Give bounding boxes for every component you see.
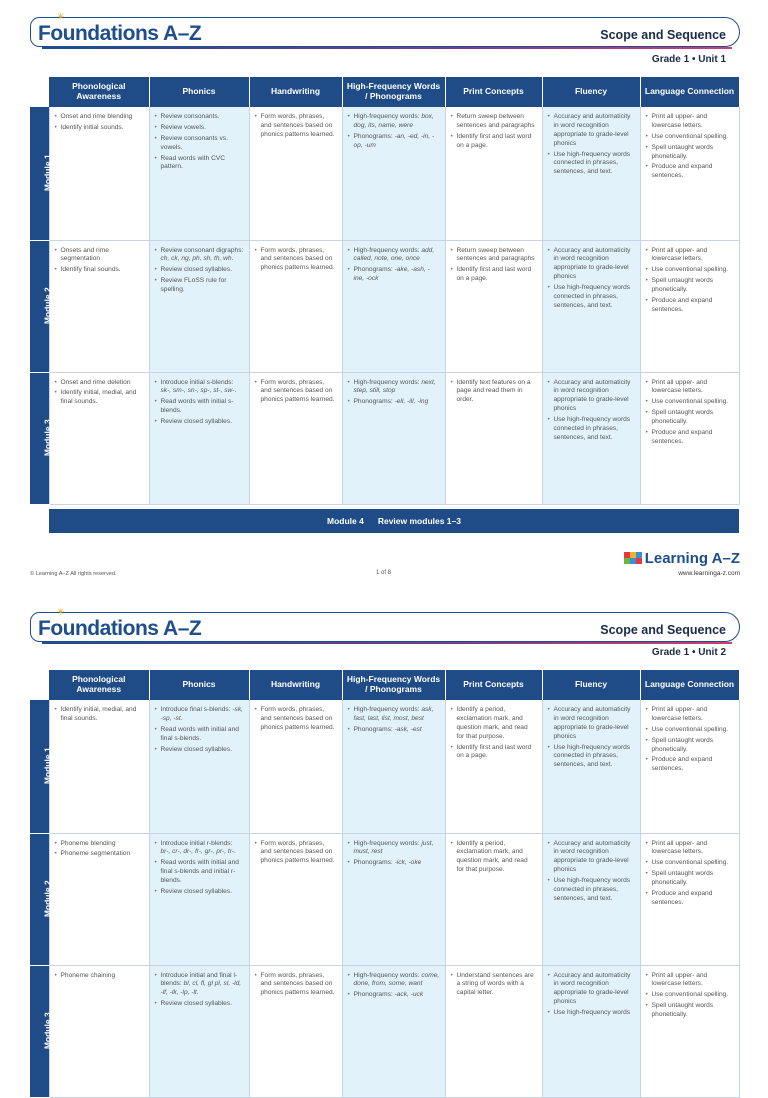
table-cell-fluency	[542, 107, 640, 240]
website-url: www.learninga-z.com	[678, 570, 740, 577]
list-item: • Phonograms: -ack, -uck	[348, 991, 440, 1000]
list-item: • Produce and expand sentences.	[646, 890, 734, 908]
list-item: • Use conventional spelling.	[646, 859, 734, 868]
list-item: • Identify initial sounds.	[55, 124, 144, 133]
list-item: • Review consonant digraphs: ch, ck, ng, ph, sh, th, wh.	[155, 247, 244, 265]
list-item: • Identify initial, medial, and final sounds.	[55, 706, 144, 724]
column-header-high-frequency-words-phonograms: High-Frequency Words / Phonograms	[342, 77, 445, 107]
list-item: • Form words, phrases, and sentences based on phonics patterns learned.	[255, 247, 337, 274]
list-item: • Print all upper- and lowercase letters.	[646, 706, 734, 724]
list-item: • Phonograms: -ick, -oke	[348, 859, 440, 868]
foundations-logo: Foundations A–Z	[38, 22, 202, 45]
module-label-cell	[30, 372, 53, 504]
list-item: • Identify first and last word on a page.	[451, 744, 537, 762]
list-item: • Use conventional spelling.	[646, 991, 734, 1000]
column-header-phonological-awareness: Phonological Awareness	[49, 77, 149, 107]
module-label: Module 1	[42, 747, 53, 785]
table-cell-fluency	[542, 700, 640, 833]
list-item: • Use high-frequency words connected in phrases, sentences, and text.	[548, 151, 635, 178]
list-item: • Identify text features on a page and read them in order.	[451, 379, 537, 406]
module-label-cell	[30, 107, 53, 240]
table-cell-phonics	[149, 240, 249, 372]
scope-sequence-table	[30, 77, 740, 505]
list-item: • Accuracy and automaticity in word recognition appropriate to grade-level phonics	[548, 840, 635, 876]
module-row	[30, 240, 739, 372]
copyright-notice: © Learning A–Z All rights reserved.	[30, 571, 117, 577]
column-header-handwriting: Handwriting	[249, 77, 342, 107]
list-item: • Print all upper- and lowercase letters.	[646, 247, 734, 265]
review-module-text: Review modules 1–3	[377, 516, 461, 526]
table-cell-phonological-awareness	[49, 833, 149, 965]
table-cell-language-connection	[640, 700, 739, 833]
table-cell-print-concepts	[445, 700, 542, 833]
table-cell-print-concepts	[445, 372, 542, 504]
list-item: • Phonograms: -ask, -est	[348, 726, 440, 735]
list-item: • Print all upper- and lowercase letters.	[646, 113, 734, 131]
table-cell-handwriting	[249, 107, 342, 240]
list-item: • Accuracy and automaticity in word recognition appropriate to grade-level phonics	[548, 972, 635, 1008]
list-item: • Review closed syllables.	[155, 418, 244, 427]
list-item: • Use conventional spelling.	[646, 726, 734, 735]
list-item: • Read words with CVC pattern.	[155, 155, 244, 173]
list-item: • Identify a period, exclamation mark, and question mark, and read for that purpose.	[451, 840, 537, 876]
module-label-cell	[30, 833, 53, 965]
table-cell-high-frequency-words-phonograms	[342, 965, 445, 1097]
list-item: • Phoneme blending	[55, 840, 144, 849]
list-item: • High-frequency words: ask, fast, last, list, most, best	[348, 706, 440, 724]
table-cell-high-frequency-words-phonograms	[342, 700, 445, 833]
module-label-cell	[30, 965, 53, 1097]
table-cell-handwriting	[249, 372, 342, 504]
table-cell-high-frequency-words-phonograms	[342, 372, 445, 504]
table-cell-phonics	[149, 107, 249, 240]
module-row	[30, 965, 739, 1097]
module-row	[30, 372, 739, 504]
list-item: • Use high-frequency words	[548, 1009, 635, 1018]
table-cell-fluency	[542, 833, 640, 965]
table-cell-language-connection	[640, 833, 739, 965]
list-item: • Print all upper- and lowercase letters.	[646, 379, 734, 397]
table-cell-language-connection	[640, 107, 739, 240]
list-item: • High-frequency words: add, called, note, one, once	[348, 247, 440, 265]
column-header-print-concepts: Print Concepts	[445, 670, 542, 700]
table-cell-phonics	[149, 700, 249, 833]
learning-az-icon	[624, 552, 642, 564]
list-item: • Identify first and last word on a page.	[451, 266, 537, 284]
scope-sequence-table	[30, 670, 740, 1098]
list-item: • Identify initial, medial, and final sounds.	[55, 389, 144, 407]
column-header-high-frequency-words-phonograms: High-Frequency Words / Phonograms	[342, 670, 445, 700]
review-module-bar	[49, 509, 739, 533]
column-header-phonics: Phonics	[149, 670, 249, 700]
list-item: • Produce and expand sentences.	[646, 163, 734, 181]
table-cell-print-concepts	[445, 965, 542, 1097]
column-header-fluency: Fluency	[542, 670, 640, 700]
table-cell-phonics	[149, 372, 249, 504]
list-item: • Use conventional spelling.	[646, 133, 734, 142]
module-label: Module 2	[42, 880, 53, 918]
table-cell-fluency	[542, 240, 640, 372]
list-item: • Use conventional spelling.	[646, 398, 734, 407]
list-item: • Understand sentences are a string of words with a capital letter.	[451, 972, 537, 999]
list-item: • Spell untaught words phonetically.	[646, 1002, 734, 1020]
list-item: • Phoneme chaining	[55, 972, 144, 981]
list-item: • Identify a period, exclamation mark, and question mark, and read for that purpose.	[451, 706, 537, 742]
table-cell-high-frequency-words-phonograms	[342, 107, 445, 240]
sun-icon: ☀	[56, 12, 65, 23]
foundations-logo: Foundations A–Z	[38, 617, 202, 640]
list-item: • Form words, phrases, and sentences based on phonics patterns learned.	[255, 379, 337, 406]
table-cell-handwriting	[249, 833, 342, 965]
column-header-phonics: Phonics	[149, 77, 249, 107]
list-item: • Review consonants vs. vowels.	[155, 135, 244, 153]
list-item: • Accuracy and automaticity in word recognition appropriate to grade-level phonics	[548, 113, 635, 149]
list-item: • Introduce initial r-blends: br-, cr-, dr-, fr-, gr-, pr-, tr-.	[155, 840, 244, 858]
list-item: • Print all upper- and lowercase letters.	[646, 972, 734, 990]
table-cell-high-frequency-words-phonograms	[342, 833, 445, 965]
table-cell-phonological-awareness	[49, 107, 149, 240]
list-item: • Produce and expand sentences.	[646, 297, 734, 315]
list-item: • Form words, phrases, and sentences based on phonics patterns learned.	[255, 840, 337, 867]
list-item: • Accuracy and automaticity in word recognition appropriate to grade-level phonics	[548, 379, 635, 415]
list-item: • Review closed syllables.	[155, 1000, 244, 1009]
table-cell-phonological-awareness	[49, 965, 149, 1097]
table-cell-phonological-awareness	[49, 372, 149, 504]
module-label: Module 3	[42, 419, 53, 457]
table-cell-phonological-awareness	[49, 240, 149, 372]
list-item: • High-frequency words: next, step, still, stop	[348, 379, 440, 397]
table-corner	[30, 670, 49, 700]
column-header-language-connection: Language Connection	[640, 77, 739, 107]
list-item: • Spell untaught words phonetically.	[646, 409, 734, 427]
table-cell-phonics	[149, 833, 249, 965]
grade-unit-label: Grade 1 • Unit 2	[651, 647, 726, 658]
list-item: • Spell untaught words phonetically.	[646, 870, 734, 888]
table-cell-language-connection	[640, 372, 739, 504]
list-item: • Read words with initial s-blends.	[155, 398, 244, 416]
column-header-fluency: Fluency	[542, 77, 640, 107]
list-item: • Onset and rime deletion	[55, 379, 144, 388]
list-item: • Form words, phrases, and sentences based on phonics patterns learned.	[255, 706, 337, 733]
module-label: Module 2	[42, 287, 53, 325]
document-title: Scope and Sequence	[600, 623, 726, 637]
table-cell-print-concepts	[445, 833, 542, 965]
list-item: • Phonograms: -ell, -ill, -ing	[348, 398, 440, 407]
list-item: • Produce and expand sentences.	[646, 756, 734, 774]
list-item: • Review vowels.	[155, 124, 244, 133]
grade-unit-label: Grade 1 • Unit 1	[651, 54, 726, 65]
list-item: • Accuracy and automaticity in word recognition appropriate to grade-level phonics	[548, 247, 635, 283]
list-item: • Use conventional spelling.	[646, 266, 734, 275]
table-cell-phonics	[149, 965, 249, 1097]
module-row	[30, 833, 739, 965]
module-label: Module 1	[42, 154, 53, 192]
header-gradient-rule	[42, 642, 732, 644]
list-item: • Print all upper- and lowercase letters.	[646, 840, 734, 858]
list-item: • Introduce initial s-blends: sk-, sm-, sn-, sp-, st-, sw-.	[155, 379, 244, 397]
module-label-cell	[30, 700, 53, 833]
table-cell-handwriting	[249, 240, 342, 372]
column-header-handwriting: Handwriting	[249, 670, 342, 700]
list-item: • Onsets and rime segmentation	[55, 247, 144, 265]
list-item: • Phonograms: -ake, -ash, -ine, -ock	[348, 266, 440, 284]
table-corner	[30, 77, 49, 107]
table-cell-fluency	[542, 372, 640, 504]
list-item: • Use high-frequency words connected in phrases, sentences, and text.	[548, 416, 635, 443]
list-item: • Onset and rime blending	[55, 113, 144, 122]
column-header-print-concepts: Print Concepts	[445, 77, 542, 107]
list-item: • Use high-frequency words connected in phrases, sentences, and text.	[548, 744, 635, 771]
page-number: 1 of 8	[376, 570, 392, 576]
list-item: • Return sweep between sentences and paragraphs	[451, 247, 537, 265]
table-cell-high-frequency-words-phonograms	[342, 240, 445, 372]
list-item: • Produce and expand sentences.	[646, 429, 734, 447]
list-item: • Review closed syllables.	[155, 888, 244, 897]
list-item: • Review closed syllables.	[155, 746, 244, 755]
document-page-2	[0, 594, 768, 1050]
table-cell-language-connection	[640, 240, 739, 372]
table-cell-phonological-awareness	[49, 700, 149, 833]
list-item: • Return sweep between sentences and paragraphs	[451, 113, 537, 131]
table-cell-handwriting	[249, 700, 342, 833]
list-item: • Form words, phrases, and sentences based on phonics patterns learned.	[255, 972, 337, 999]
list-item: • Read words with initial and final s-blends.	[155, 726, 244, 744]
column-header-phonological-awareness: Phonological Awareness	[49, 670, 149, 700]
list-item: • High-frequency words: come, done, from, some, want	[348, 972, 440, 990]
module-row	[30, 700, 739, 833]
module-label-cell	[30, 240, 53, 372]
document-title: Scope and Sequence	[600, 28, 726, 42]
list-item: • Spell untaught words phonetically.	[646, 737, 734, 755]
list-item: • Phonograms: -an, -ed, -in, -op, -um	[348, 133, 440, 151]
list-item: • Form words, phrases, and sentences based on phonics patterns learned.	[255, 113, 337, 140]
brand-name: Learning A–Z	[644, 550, 740, 567]
table-cell-print-concepts	[445, 240, 542, 372]
list-item: • Phoneme segmentation	[55, 850, 144, 859]
list-item: • Introduce initial and final l-blends: bl, cl, fl, gl pl, sl, -ld, -lf, -lk, -lp, -lt.	[155, 972, 244, 999]
list-item: • Spell untaught words phonetically.	[646, 144, 734, 162]
list-item: • Use high-frequency words connected in phrases, sentences, and text.	[548, 284, 635, 311]
column-header-language-connection: Language Connection	[640, 670, 739, 700]
list-item: • Review FLoSS rule for spelling.	[155, 277, 244, 295]
header-gradient-rule	[42, 47, 732, 49]
list-item: • Introduce final s-blends: -sk, -sp, -st.	[155, 706, 244, 724]
list-item: • High-frequency words: box, dog, its, name, were	[348, 113, 440, 131]
list-item: • Spell untaught words phonetically.	[646, 277, 734, 295]
table-cell-fluency	[542, 965, 640, 1097]
table-cell-handwriting	[249, 965, 342, 1097]
list-item: • High-frequency words: just, must, rest	[348, 840, 440, 858]
list-item: • Review closed syllables.	[155, 266, 244, 275]
module-label: Module 3	[42, 1012, 53, 1050]
learning-az-logo	[624, 550, 740, 567]
sun-icon: ☀	[56, 607, 65, 618]
table-cell-language-connection	[640, 965, 739, 1097]
table-cell-print-concepts	[445, 107, 542, 240]
module-row	[30, 107, 739, 240]
list-item: • Accuracy and automaticity in word recognition appropriate to grade-level phonics	[548, 706, 635, 742]
list-item: • Read words with initial and final s-blends and initial r-blends.	[155, 859, 244, 886]
list-item: • Review consonants.	[155, 113, 244, 122]
list-item: • Use high-frequency words connected in phrases, sentences, and text.	[548, 877, 635, 904]
review-module-label: Module 4	[327, 516, 364, 526]
list-item: • Identify first and last word on a page.	[451, 133, 537, 151]
list-item: • Identify final sounds.	[55, 266, 144, 275]
